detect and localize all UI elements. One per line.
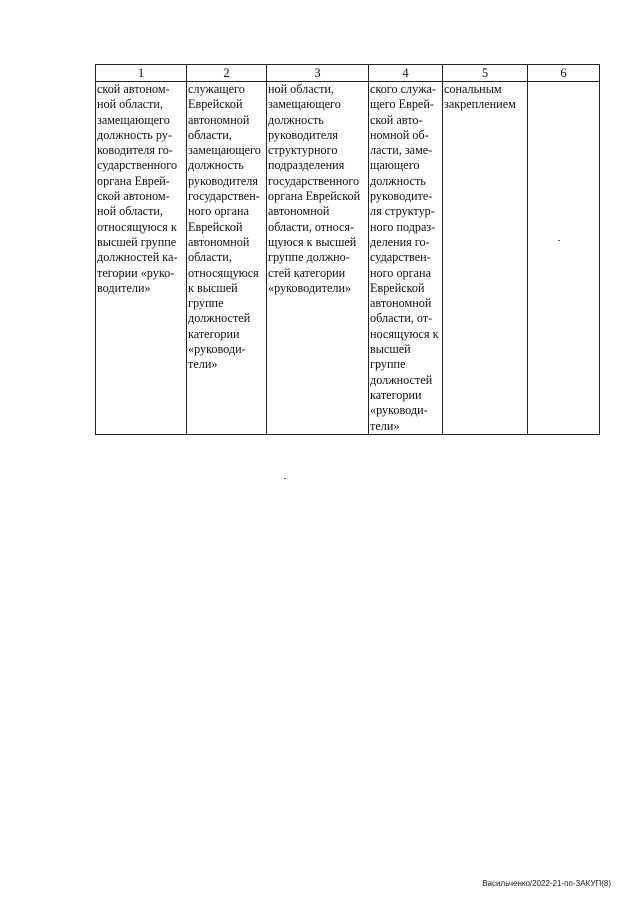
table-row: [96, 82, 600, 435]
column-number-6: 6: [528, 65, 600, 82]
table-cell-col-4: ского служа- щего Еврей- ской авто- номной об- ласти, заме- щающего должность руководите- ля структур- ного подраз- деления го- сударствен- ного органа Еврейской автономной области, от- носящуюся к высшей группе должностей категории «руководи- тели»: [369, 82, 443, 435]
table-header-row: [96, 65, 600, 82]
table-cell-col-3: ной области, замещающего должность руководителя структурного подразделения государственного органа Еврейской автономной области, относя- щуюся к высшей группе должно- стей категории «руководители»: [267, 82, 369, 435]
column-number-4: 4: [369, 65, 443, 82]
table-cell-col-1: ской автоном- ной области, замещающего должность ру- ководителя го- сударственного органа Еврей- ской автоном- ной области, относящуюся к высшей группе должностей ка- тегории «руко- водители»: [96, 82, 187, 435]
table-cell-col-6: [528, 82, 600, 435]
table-cell-col-5: сональным закреплением: [443, 82, 528, 435]
scan-speck: [284, 478, 286, 479]
column-number-5: 5: [443, 65, 528, 82]
column-number-1: 1: [96, 65, 187, 82]
scan-speck: [558, 240, 560, 241]
column-number-3: 3: [267, 65, 369, 82]
document-code-footer: Васильченко/2022-21-пп-ЗАКУП(8): [482, 879, 611, 888]
document-table: [95, 64, 600, 435]
column-number-2: 2: [187, 65, 267, 82]
table-cell-col-2: служащего Еврейской автономной области, замещающего должность руководителя государствен- ного органа Еврейской автономной области, относящуюся к высшей группе должностей категории «руководи- тели»: [187, 82, 267, 435]
